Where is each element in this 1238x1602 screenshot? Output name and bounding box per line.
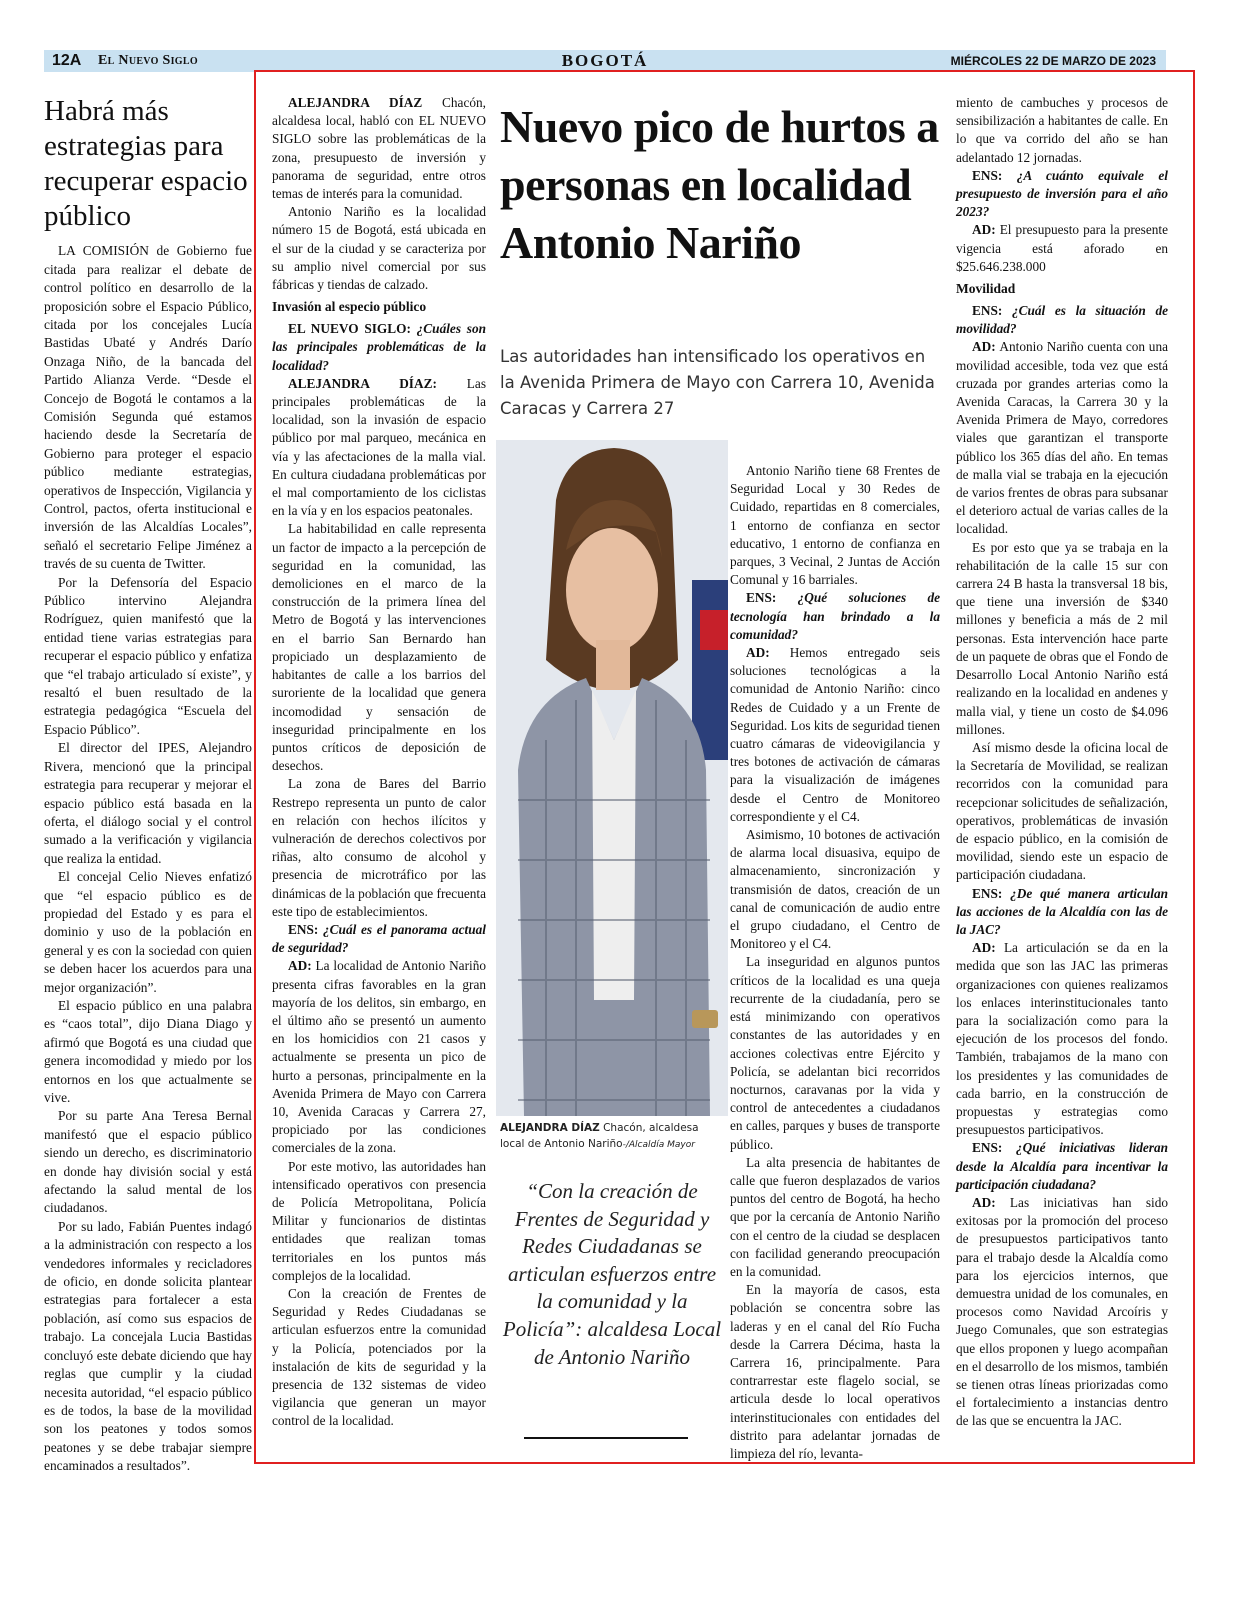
answer: AD: Las iniciativas han sido exitosas por la promoción del proceso de presupuestos participativos tanto para el trabajo desde la Alcaldía como para los ejercicios internos, que demuestra unidad de los comunales, en procesos como Navidad Arcoíris y Juego Comunales, que son estrategias que ellos proponen y luego acompañan en el desarrollo de los mismos, también se tienen otras líneas priorizadas como el fortalecimiento a instancias dentro de las que se encuentra la JAC.	[956, 1194, 1168, 1429]
question: ENS: ¿Cuál es el panorama actual de seguridad?	[272, 921, 486, 956]
portrait-photo	[496, 440, 728, 1116]
paragraph: La alta presencia de habitantes de calle que fueron desplazados de varios puntos del centro de Bogotá, ha hecho que por la cercanía de Antonio Nariño con el centro de la ciudad se desplacen con facilidad generando preocupación en la comunidad.	[730, 1154, 940, 1279]
portrait-illustration	[496, 440, 728, 1116]
left-article-title: Habrá más estrategias para recuperar espacio público	[44, 95, 248, 233]
paragraph: miento de cambuches y procesos de sensibilización a habitantes de calle. En lo que va corrido del año se han adelantado 12 jornadas.	[956, 95, 1168, 165]
question: ENS: ¿De qué manera articulan las acciones de la Alcaldía con las de la JAC?	[956, 885, 1168, 937]
paragraph: Así mismo desde la oficina local de la Secretaría de Movilidad, se realizan recorridos con la comunidad para recepcionar solicitudes de señalización, operativos, problemáticas de invasión de espacio público, en la comisión de movilidad, siendo este un espacio de participación ciudadana.	[956, 739, 1168, 883]
left-article-paragraph: LA COMISIÓN de Gobierno fue citada para realizar el debate de control político en desarrollo de la proposición sobre el Espacio Público, citada por los concejales Lucía Bastidas Ubaté y Andrés Darío Onzaga Niño, de la bancada del Partido Alianza Verde. “Desde el Concejo de Bogotá le contamos a la Comisión Segunda qué estamos haciendo desde la Secretaría de Gobierno para proteger el espacio público mediante estrategias, operativos de Inspección, Vigilancia y Control, pactos, oferta institucional e inversión de las Alcaldías Locales”, señaló el secretario Felipe Jiménez a través de su cuenta de Twitter.	[44, 243, 252, 572]
paragraph: Asimismo, 10 botones de activación de alarma local disuasiva, equipo de almacenamiento, sincronización y transmisión de datos, creación de un canal de comunicación de audio entre el grupo ciudadano, el Centro de Monitoreo y el C4.	[730, 827, 940, 952]
answer: AD: La localidad de Antonio Nariño presenta cifras favorables en la gran mayoría de los delitos, sin embargo, en el último año se presentó un aumento en los homicidios con 21 casos y actualmente se presenta un pico de hurto a personas, principalmente en la Avenida Primera de Mayo con Carrera 10, Avenida Caracas y Carrera 27, propiciado por las condiciones comerciales de la zona.	[272, 958, 486, 1156]
question: ENS: ¿Qué soluciones de tecnología han brindado a la comunidad?	[730, 590, 940, 642]
paragraph: Es por esto que ya se trabaja en la rehabilitación de la calle 15 sur con carrera 24 B hasta la transversal 18 bis, que tiene una inversión de $340 millones y beneficia a más de 2 mil personas. Esta intervención hace parte de un paquete de obras que el Fondo de Desarrollo Local Antonio Nariño está realizando en la localidad en andenes y malla vial, y tiene un costo de $4.096 millones.	[956, 539, 1168, 737]
photo-credit: -/Alcaldía Mayor	[622, 1140, 695, 1150]
question: ENS: ¿A cuánto equivale el presupuesto de inversión para el año 2023?	[956, 167, 1168, 220]
pull-quote-rule	[524, 1437, 688, 1439]
paragraph: Con la creación de Frentes de Seguridad y Redes Ciudadanas se articulan esfuerzos entre la comunidad y la Policía, potenciados por la instalación de kits de seguridad y la presencia de 132 sistemas de video vigilancia que generan un mayor control de la localidad.	[272, 1286, 486, 1429]
paragraph: Antonio Nariño tiene 68 Frentes de Seguridad Local y 30 Redes de Cuidado, repartidas en 8 comerciales, 1 entorno de confianza en sector educativo, 1 entorno de confianza en parques, 3 Vecinal, 2 Juntas de Acción Comunal y 16 barriales.	[730, 463, 940, 588]
paragraph: La habitabilidad en calle representa un factor de impacto a la percepción de seguridad en la comunidad, las demoliciones en el marco de la construcción de la primera línea del Metro de Bogotá y las intervenciones en el barrio San Bernardo han propiciado un desplazamiento de habitantes de calle a los barrios del suroriente de la localidad que genera incomodidad y sensación de inseguridad principalmente en los puntos críticos de deposición de desechos.	[272, 521, 486, 774]
photo-caption: ALEJANDRA DÍAZ Chacón, alcaldesa local de Antonio Nariño-/Alcaldía Mayor	[500, 1122, 699, 1150]
article-column-4	[956, 94, 1168, 1431]
page-number: 12A	[52, 52, 82, 69]
section-title: BOGOTÁ	[561, 51, 649, 70]
answer: AD: Hemos entregado seis soluciones tecnológicas a la comunidad de Antonio Nariño: cinco Redes de Cuidado y a un Frente de Seguridad. Los kits de seguridad tienen cuatro cámaras de videovigilancia y tres botones de activación de cámaras para la visualización de imágenes desde el Centro de Monitoreo correspondiente y el C4.	[730, 645, 940, 824]
answer: AD: El presupuesto para la presente vigencia está aforado en $25.646.238.000	[956, 222, 1168, 274]
left-article-paragraph: El director del IPES, Alejandro Rivera, mencionó que la principal estrategia para recuperar y mejorar el espacio público está basada en la oferta, el diálogo social y el control sumado a la verificación y vigilancia que realiza la entidad.	[44, 740, 252, 866]
answer: ALEJANDRA DÍAZ: Las principales problemáticas de la localidad, son la invasión de espacio público por mal parqueo, mecánica en vía y las afectaciones de la malla vial. En cultura ciudadana problemáticas por el mal comportamiento de los ciclistas en la vía y en los espacios peatonales.	[272, 375, 486, 519]
answer: AD: Antonio Nariño cuenta con una movilidad accesible, toda vez que está cruzada por grandes arterias como la Avenida Caracas, la Carrera 30 y la Avenida Primera de Mayo, corredores viales que garantizan el transporte público los 365 días del año. En temas de malla vial se trabaja en la ejecución de varios frentes de obras para subsanar el deterioro actual de varias calles de la localidad.	[956, 339, 1168, 537]
paragraph: Antonio Nariño es la localidad número 15 de Bogotá, está ubicada en el sur de la ciudad y se caracteriza por su amplio nivel comercial por sus fábricas y tiendas de calzado.	[272, 204, 486, 293]
newspaper-name: El Nuevo Siglo	[98, 53, 198, 68]
article-column-1	[272, 94, 486, 1431]
deck: Las autoridades han intensificado los operativos en la Avenida Primera de Mayo con Carrera 10, Avenida Caracas y Carrera 27	[500, 347, 935, 418]
left-article	[44, 94, 256, 1484]
byline-lead: ALEJANDRA DÍAZ	[288, 95, 423, 110]
article-column-3	[730, 462, 940, 1463]
paragraph: En la mayoría de casos, esta población se concentra sobre las laderas y en el canal del Río Fucha desde la Carrera Décima, hasta la Carrera 16, principalmente. Para contrarrestar este flagelo social, se articula desde lo local operativos interinstitucionales con entidades del distrito para adelantar jornadas de limpieza del río, levanta-	[730, 1282, 940, 1461]
left-article-paragraph: Por la Defensoría del Espacio Público intervino Alejandra Rodríguez, quien manifestó que la entidad tiene varias estrategias para recuperar el espacio público y enfatiza que “el trabajo articulado sí existe”, y resaltó el buen resultado de la estrategia pedagógica “Escuela del Espacio Público”.	[44, 574, 252, 737]
subhead: Movilidad	[956, 281, 1016, 297]
left-article-paragraph: El concejal Celio Nieves enfatizó que “el espacio público es de propiedad del Estado y es para el dominio y uso de la población en general y es con la sociedad con quien se deben hacer los acuerdos para una mejor organización”.	[44, 869, 252, 995]
left-article-paragraph: El espacio público en una palabra es “caos total”, dijo Diana Diago y afirmó que Bogotá es una ciudad que genera incomodidad y miedo por los entornos en los que actualmente se vive.	[44, 997, 252, 1105]
paragraph: Por este motivo, las autoridades han intensificado operativos con presencia de Policía Metropolitana, Policía Militar y funcionarios de distintas entidades que realizan tomas territoriales en los puntos más complejos de la localidad.	[272, 1158, 486, 1283]
issue-date: MIÉRCOLES 22 DE MARZO DE 2023	[950, 54, 1156, 68]
paragraph: La inseguridad en algunos puntos críticos de la localidad es una queja recurrente de la ciudadanía, pero se está minimizando con operativos constantes de las autoridades y en acciones colectivas entre Ejército y Policía, se adelantan bici recorridos nocturnos, caravanas por la vida y control de antecedentes a ciudadanos en calles, parques y buses de transporte público.	[730, 954, 940, 1152]
left-article-paragraph: Por su lado, Fabián Puentes indagó a la administración con respecto a los vendedores informales y recicladores de oficio, en donde solicita plantear estrategias para fortalecer a esta población, así como sus espacios de trabajo. La concejala Lucia Bastidas concluyó este debate diciendo que hay reglas que cumplir y la ciudad necesita autoridad, “el espacio público es de todos, la base de la movilidad son los peatones y todos somos peatones y se debe trabajar siempre encaminados a resultados”.	[44, 1218, 252, 1474]
paragraph: La zona de Bares del Barrio Restrepo representa un punto de calor en relación con hechos ilícitos y vulneración de derechos colectivos por riñas, alto consumo de alcohol y presencia de microtráfico por las dinámicas de la población que frecuenta este tipo de establecimientos.	[272, 776, 486, 919]
left-article-paragraph: Por su parte Ana Teresa Bernal manifestó que el espacio público siendo un derecho, es discriminatorio en donde hay división social y está afectando la salud mental de los ciudadanos.	[44, 1108, 252, 1216]
headline: Nuevo pico de hurtos a personas en localidad Antonio Nariño	[500, 101, 939, 268]
answer: AD: La articulación se da en la medida que son las JAC las primeras organizaciones con quienes realizamos los enlaces interinstitucionales tanto para la socialización como para la ejecución de los procesos del fondo. También, trabajamos de la mano con los presidentes y las comunidades de cada barrio, en la construcción de propuestas y estrategias como presupuestos participativos.	[956, 940, 1168, 1138]
question: ENS: ¿Qué iniciativas lideran desde la Alcaldía para incentivar la participación ciudadana?	[956, 1140, 1169, 1192]
question: EL NUEVO SIGLO: ¿Cuáles son las principales problemáticas de la localidad?	[272, 321, 486, 373]
page-header	[44, 50, 1166, 72]
paragraph: Chacón, alcaldesa local, habló con EL NUEVO SIGLO sobre las problemáticas de la zona, presupuesto de inversión y panorama de seguridad, entre otros temas de interés para la comunidad.	[272, 95, 486, 202]
question: ENS: ¿Cuál es la situación de movilidad?	[956, 303, 1168, 337]
subhead: Invasión al especio público	[272, 299, 427, 315]
pull-quote: “Con la creación de Frentes de Seguridad y Redes Ciudadanas se articulan esfuerzos entre la comunidad y la Policía”: alcaldesa Local de Antonio Nariño	[502, 1179, 722, 1369]
